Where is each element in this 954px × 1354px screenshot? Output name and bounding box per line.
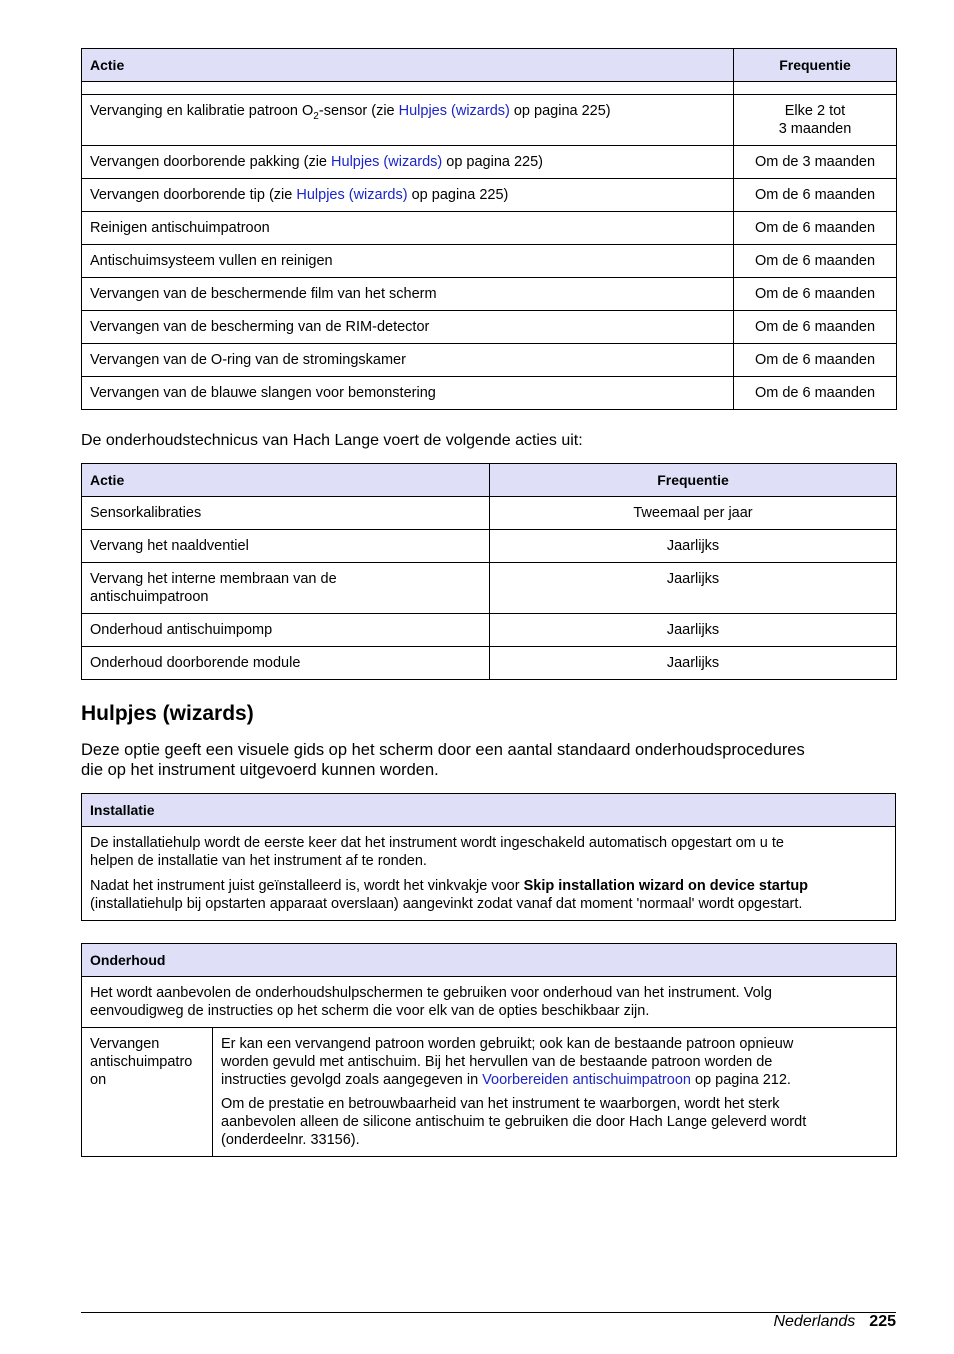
option-label: Vervangen antischuimpatro on: [82, 1028, 213, 1157]
column-header-frequentie: Frequentie: [734, 49, 897, 82]
frequency-cell: Om de 6 maanden: [734, 245, 897, 278]
action-cell: Onderhoud antischuimpomp: [82, 614, 490, 647]
action-cell: Antischuimsysteem vullen en reinigen: [82, 245, 734, 278]
installatie-header: Installatie: [82, 794, 896, 827]
table-row: [82, 146, 897, 179]
table-row: [82, 614, 897, 647]
frequency-cell: Jaarlijks: [490, 614, 897, 647]
onderhoud-header: Onderhoud: [82, 944, 897, 977]
action-cell: Vervanging en kalibratie patroon $O_2$-sensor (zie Hulpjes (wizards) op pagina 225): [82, 95, 734, 146]
table-row: [82, 827, 896, 921]
action-cell: Vervangen van de blauwe slangen voor bemonstering: [82, 377, 734, 410]
column-header-frequentie: Frequentie: [490, 464, 897, 497]
table-header-row: [82, 944, 897, 977]
footer-language: Nederlands: [773, 1313, 856, 1330]
frequency-cell: Jaarlijks: [490, 530, 897, 563]
table-row: [82, 497, 897, 530]
column-header-actie: Actie: [82, 49, 734, 82]
table-row: [82, 212, 897, 245]
frequency-cell: Om de 6 maanden: [734, 377, 897, 410]
action-cell: Vervang het naaldventiel: [82, 530, 490, 563]
column-header-actie: Actie: [82, 464, 490, 497]
action-cell: Vervang het interne membraan van de antischuimpatroon: [82, 563, 490, 614]
table-spacer-row: [82, 82, 897, 95]
maintenance-table-technician: [81, 463, 897, 680]
page-footer: [773, 1312, 896, 1332]
frequency-cell: Jaarlijks: [490, 647, 897, 680]
section-heading: Hulpjes (wizards): [81, 702, 254, 725]
installatie-table: [81, 793, 896, 921]
intro-text: De onderhoudstechnicus van Hach Lange voert de volgende acties uit:: [81, 432, 583, 449]
section-description: Deze optie geeft een visuele gids op het scherm door een aantal standaard onderhoudsprocedures die op het instrument uitgevoerd kunnen worden.: [81, 741, 805, 779]
action-cell: Onderhoud doorborende module: [82, 647, 490, 680]
table-row: [82, 245, 897, 278]
frequency-cell: Om de 6 maanden: [734, 212, 897, 245]
table-header-row: [82, 464, 897, 497]
action-cell: Sensorkalibraties: [82, 497, 490, 530]
action-cell: Vervangen van de O-ring van de stromingskamer: [82, 344, 734, 377]
frequency-cell: Om de 6 maanden: [734, 344, 897, 377]
frequency-cell: Om de 6 maanden: [734, 179, 897, 212]
wizards-link[interactable]: Hulpjes (wizards): [331, 154, 443, 170]
action-cell: Vervangen van de bescherming van de RIM-detector: [82, 311, 734, 344]
table-row: [82, 530, 897, 563]
table-row: [82, 647, 897, 680]
option-description: Er kan een vervangend patroon worden gebruikt; ook kan de bestaande patroon opnieuw worden gevuld met antischuim. Bij het hervullen van de bestaande patroon worden de instructies gevolgd zoals aangegeven in Voorbereiden antischuimpatroon op pagina 212. Om de prestatie en betrouwbaarheid van het instrument te waarborgen, wordt het sterk aanbevolen alleen de silicone antischuim te gebruiken die door Hach Lange geleverd wordt (onderdeelnr. 33156).: [213, 1028, 897, 1157]
table-header-row: [82, 794, 896, 827]
wizards-link[interactable]: Hulpjes (wizards): [398, 103, 510, 119]
table-row: [82, 179, 897, 212]
table-row: [82, 95, 897, 146]
table-row: [82, 344, 897, 377]
table-header-row: [82, 49, 897, 82]
table-row: [82, 977, 897, 1028]
maintenance-table-user: [81, 48, 897, 410]
table-row: [82, 1028, 897, 1157]
action-cell: Vervangen van de beschermende film van het scherm: [82, 278, 734, 311]
frequency-cell: Jaarlijks: [490, 563, 897, 614]
voorbereiden-link[interactable]: Voorbereiden antischuimpatroon: [482, 1072, 691, 1088]
table-row: [82, 377, 897, 410]
action-cell: Reinigen antischuimpatroon: [82, 212, 734, 245]
table-row: [82, 311, 897, 344]
page-content: [81, 48, 896, 1157]
onderhoud-intro: Het wordt aanbevolen de onderhoudshulpschermen te gebruiken voor onderhoud van het instrument. Volg eenvoudigweg de instructies op het scherm die voor elk van de opties beschikbaar zijn.: [82, 977, 897, 1028]
installatie-content: De installatiehulp wordt de eerste keer dat het instrument wordt ingeschakeld automatisch opgestart om u te helpen de installatie van het instrument af te ronden. Nadat het instrument juist geïnstalleerd is, wordt het vinkvakje voor Skip installation wizard on device startup (installatiehulp bij opstarten apparaat overslaan) aangevinkt zodat vanaf dat moment 'normaal' wordt opgestart.: [82, 827, 896, 921]
frequency-cell: Om de 6 maanden: [734, 278, 897, 311]
action-cell: Vervangen doorborende tip (zie Hulpjes (wizards) op pagina 225): [82, 179, 734, 212]
page-number: 225: [869, 1313, 896, 1330]
table-row: [82, 563, 897, 614]
frequency-cell: Om de 6 maanden: [734, 311, 897, 344]
frequency-cell: Tweemaal per jaar: [490, 497, 897, 530]
frequency-cell: Om de 3 maanden: [734, 146, 897, 179]
frequency-cell: Elke 2 tot 3 maanden: [734, 95, 897, 146]
action-cell: Vervangen doorborende pakking (zie Hulpjes (wizards) op pagina 225): [82, 146, 734, 179]
table-row: [82, 278, 897, 311]
onderhoud-table: [81, 943, 897, 1157]
wizards-link[interactable]: Hulpjes (wizards): [296, 187, 408, 203]
